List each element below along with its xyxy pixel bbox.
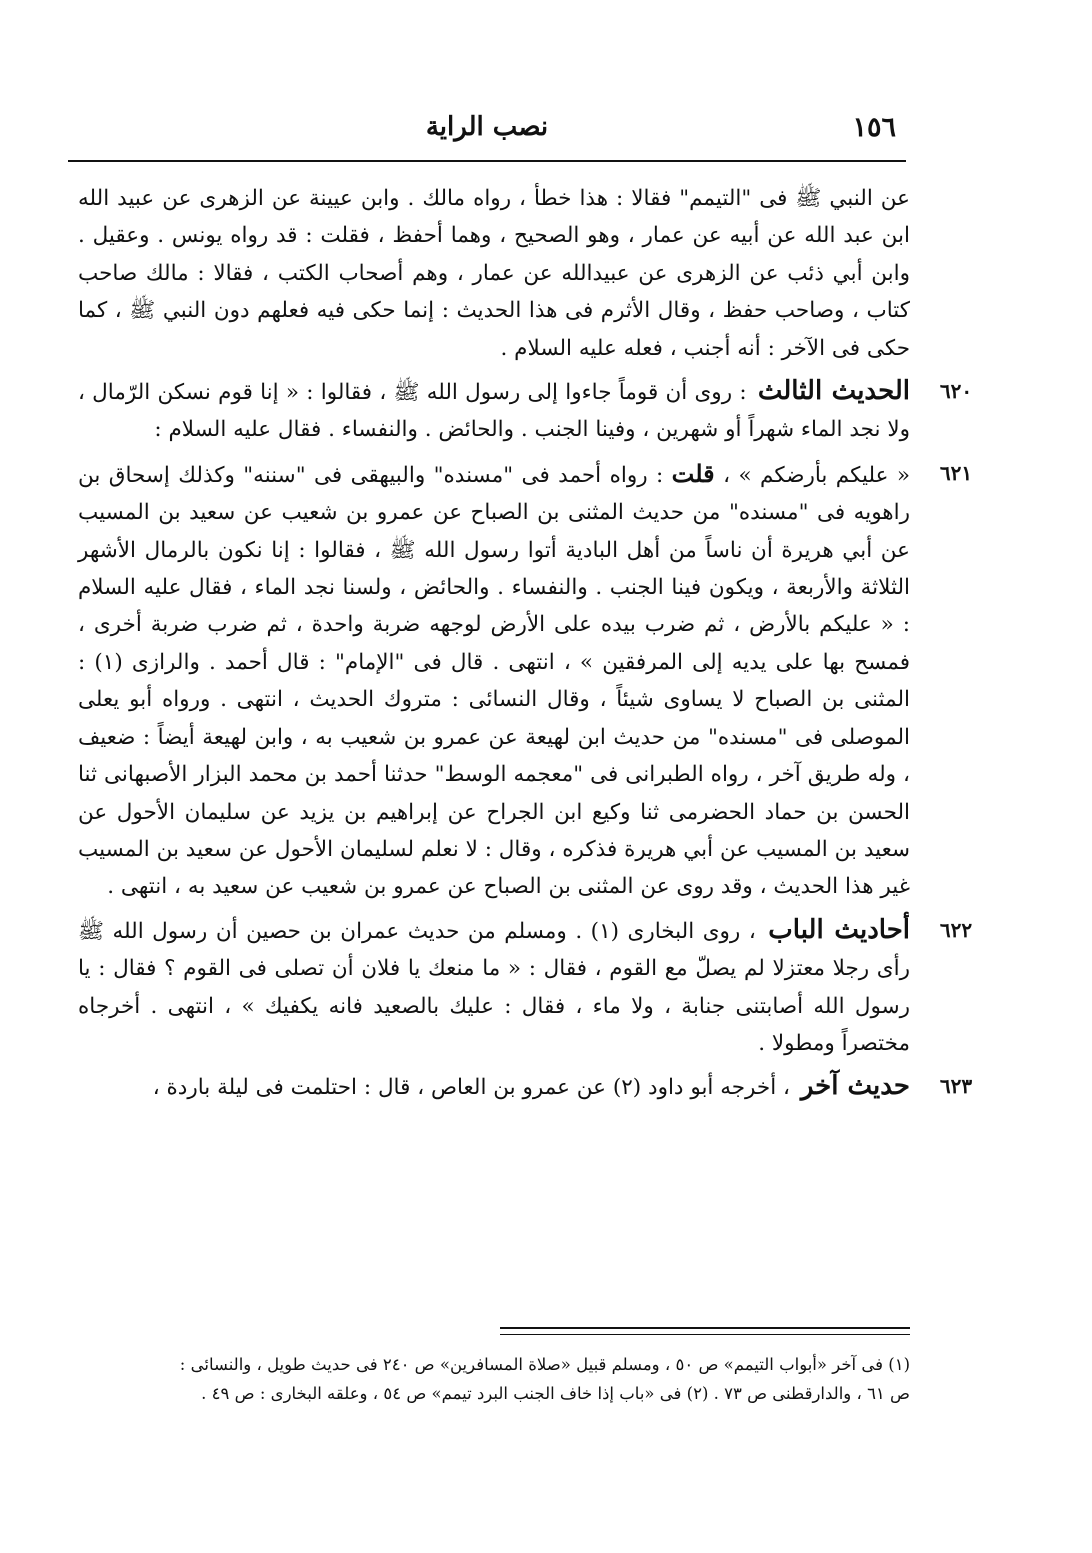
hadith-paragraph-621 <box>78 455 973 906</box>
hadith-heading: حديث آخر <box>800 1071 910 1102</box>
hadith-text-opening: « عليكم بأرضكم » ، <box>723 462 910 488</box>
footnote-line: (١) فى آخر «أبواب التيمم» ص ٥٠ ، ومسلم قبيل «صلاة المسافرين» ص ٢٤٠ فى حديث طويل ، والنسائى : <box>179 1355 910 1374</box>
page-number: ١٥٦ <box>852 112 896 143</box>
continuation-paragraph: عن النبي ﷺ فى "التيمم" فقالا : هذا خطأ ، رواه مالك . وابن عيينة عن الزهرى عن عبيد الله ابن عبد الله عن أبيه عن عمار ، وهو الصحيح ، وهما أحفظ ، فقلت : قد رواه يونس . وعقيل . وابن أبي ذئب عن الزهرى عن عبيدالله عن عمار ، وهم أصحاب الكتب ، فقالا : مالك صاحب كتاب ، وصاحب حفظ ، وقال الأثرم فى هذا الحديث : إنما حكى فيه فعلهم دون النبي ﷺ ، كما حكى فى الآخر : أنه أجنب ، فعله عليه السلام . <box>78 186 910 361</box>
hadith-number: ٦٢٣ <box>939 1074 973 1099</box>
footnote-divider <box>500 1327 910 1329</box>
hadith-number: ٦٢١ <box>939 460 973 485</box>
hadith-paragraph-623 <box>78 1068 973 1106</box>
qult-marker: قلت <box>671 458 715 488</box>
hadith-heading: الحديث الثالث <box>757 376 911 407</box>
hadith-text: ، روى البخارى (١) . ومسلم من حديث عمران بن حصين أن رسول الله ﷺ رأى رجلا معتزلا لم يصلّ مع القوم ، فقال : « ما منعك يا فلان أن تصلى فى القوم ؟ فقال : يا رسول الله أصابتنى جنابة ، ولا ماء ، فقال : عليك بالصعيد فانه يكفيك » ، انتهى . أخرجاه مختصراً ومطولا . <box>78 918 910 1056</box>
hadith-text: : روى أن قوماً جاءوا إلى رسول الله ﷺ ، فقالوا : « إنا قوم نسكن الرّمال ، ولا نجد الماء شهراً أو شهرين ، وفينا الجنب . والحائض . والنفساء . فقال عليه السلام : <box>78 380 910 443</box>
header-rule <box>68 160 906 162</box>
running-title: نصب الراية <box>425 112 549 142</box>
hadith-heading: أحاديث الباب <box>768 914 910 945</box>
footnote-line: ص ٦١ ، والدارقطنى ص ٧٣ . (٢) فى «باب إذا خاف الجنب البرد تيمم» ص ٥٤ ، وعلقه البخارى : ص ٤٩ . <box>201 1384 910 1403</box>
footnotes <box>78 1350 910 1408</box>
main-text <box>78 180 973 1113</box>
hadith-paragraph-622 <box>78 912 973 1063</box>
hadith-number: ٦٢٠ <box>939 379 973 404</box>
footnote-divider-thin <box>500 1334 910 1335</box>
hadith-text: : رواه أحمد فى "مسنده" والبيهقى فى "سننه" وكذلك إسحاق بن راهويه فى "مسنده" من حديث المثنى بن الصباح عن عمرو بن شعيب عن سعيد بن المسيب عن أبي هريرة أن ناساً من أهل البادية أتوا رسول الله ﷺ ، فقالوا : إنا نكون بالرمال الأشهر الثلاثة والأربعة ، ويكون فينا الجنب . والنفساء . والحائض ، ولسنا نجد الماء ، فقال عليه السلام : « عليكم بالأرض ، ثم ضرب بيده على الأرض لوجهه ضربة واحدة ، ثم ضرب ضربة أخرى ، فمسح بها على يديه إلى المرفقين » ، انتهى . قال فى "الإمام" : قال أحمد . والرازى (١) : المثنى بن الصباح لا يساوى شيئاً ، وقال النسائى : متروك الحديث ، انتهى . ورواه أبو يعلى الموصلى فى "مسنده" من حديث ابن لهيعة عن عمرو بن شعيب به ، وابن لهيعة أيضاً : ضعيف ، وله طريق آخر ، رواه الطبرانى فى "معجمه الوسط" حدثنا أحمد بن محمد البزار الأصبهانى ثنا الحسن بن حماد الحضرمى ثنا وكيع ابن الجراح عن إبراهيم بن يزيد عن سليمان الأحول عن سعيد بن المسيب عن أبي هريرة فذكره ، وقال : لا نعلم لسليمان الأحول عن سعيد بن المسيب غير هذا الحديث ، وقد روى عن المثنى بن الصباح عن عمرو بن شعيب عن سعيد به ، انتهى . <box>78 462 911 900</box>
hadith-paragraph-620 <box>78 373 973 449</box>
hadith-text: ، أخرجه أبو داود (٢) عن عمرو بن العاص ، قال : احتلمت فى ليلة باردة ، <box>152 1075 790 1101</box>
page-header <box>68 110 906 154</box>
hadith-number: ٦٢٢ <box>939 917 973 942</box>
